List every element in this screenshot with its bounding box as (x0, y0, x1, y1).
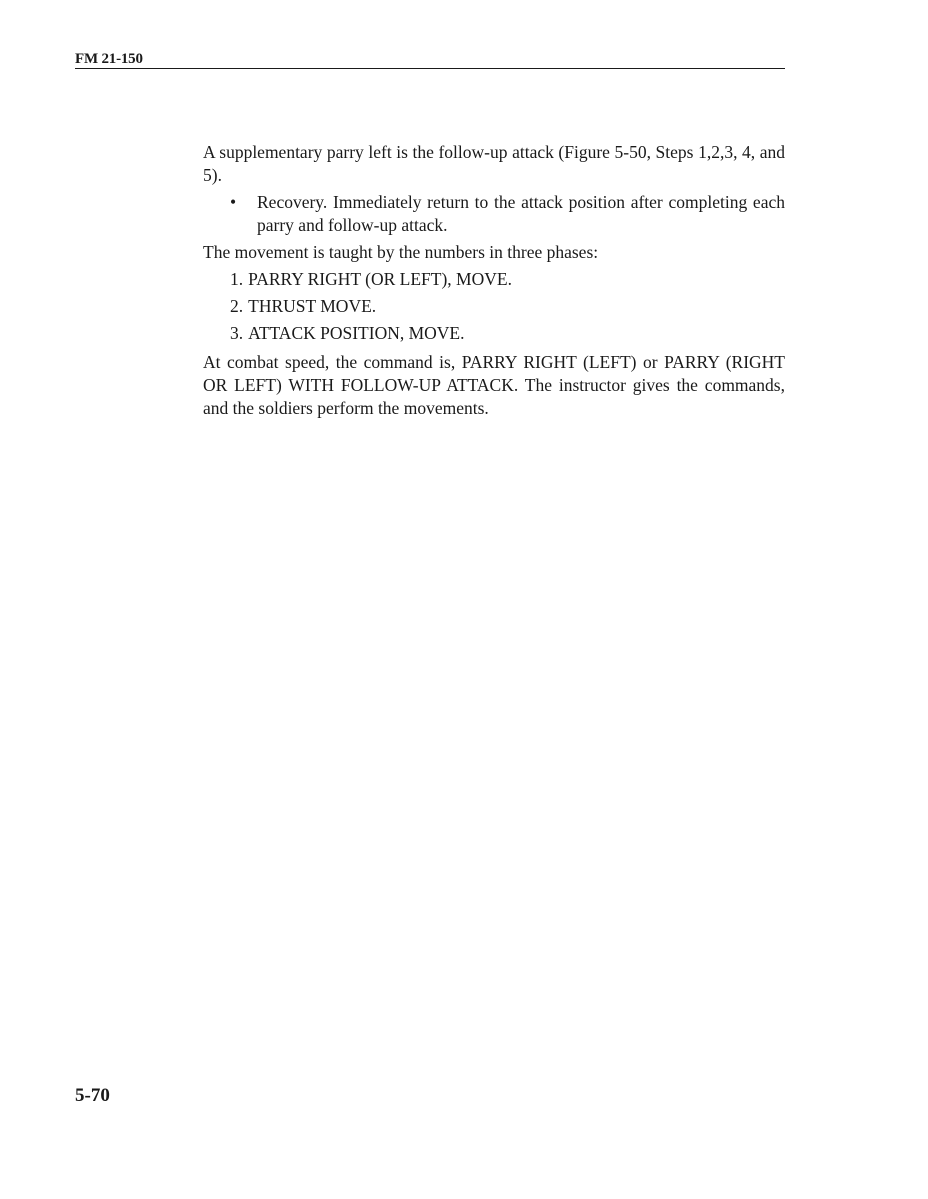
phases-list (203, 268, 785, 345)
bullet-item-recovery (203, 191, 785, 237)
bullet-text: Recovery. Immediately return to the attack position after completing each parry and follow-up attack. (257, 192, 785, 235)
running-header (75, 50, 785, 69)
list-item (203, 322, 785, 345)
manual-id: FM 21-150 (75, 51, 143, 67)
paragraph-supplementary-parry: A supplementary parry left is the follow-up attack (Figure 5-50, Steps 1,2,3, 4, and 5). (203, 142, 785, 185)
list-item-number: 1. (230, 269, 244, 289)
list-item-text: THRUST MOVE. (248, 296, 377, 316)
page-number: 5-70 (75, 1085, 110, 1106)
list-item-text: ATTACK POSITION, MOVE. (248, 323, 465, 343)
paragraph-combat-speed: At combat speed, the command is, PARRY RIGHT (LEFT) or PARRY (RIGHT OR LEFT) WITH FOLLOW-UP ATTACK. The instructor gives the commands, and the soldiers perform the movements. (203, 352, 785, 418)
list-item-number: 2. (230, 296, 244, 316)
list-item-text: PARRY RIGHT (OR LEFT), MOVE. (248, 269, 512, 289)
list-item (203, 268, 785, 291)
list-item-number: 3. (230, 323, 244, 343)
list-item (203, 295, 785, 318)
bullet-icon: • (230, 192, 237, 212)
page-body (203, 141, 785, 424)
paragraph-phases-intro: The movement is taught by the numbers in three phases: (203, 242, 599, 262)
